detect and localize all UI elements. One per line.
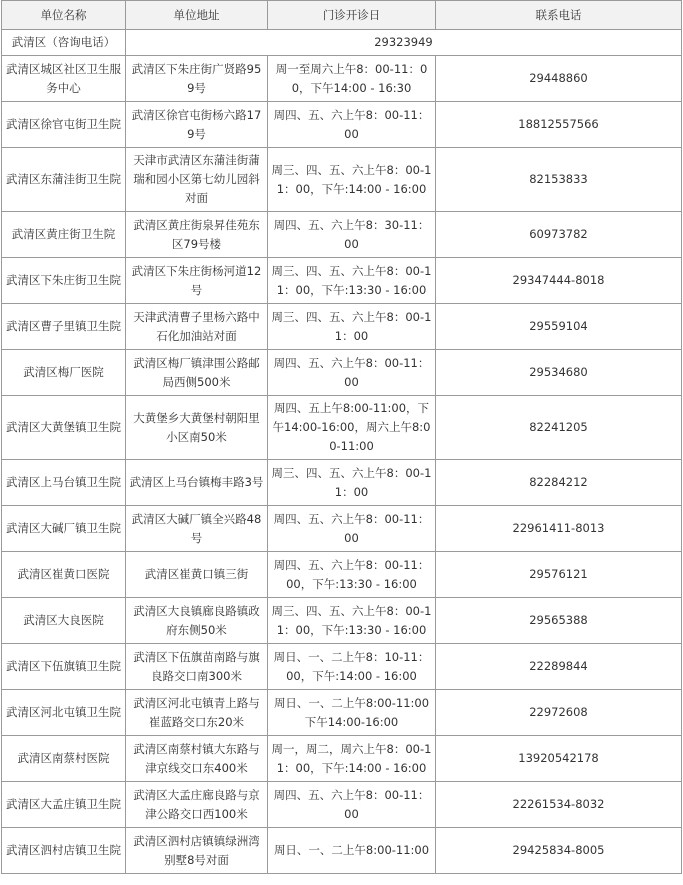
table-row — [2, 782, 682, 828]
header-phone: 联系电话 — [436, 1, 682, 30]
header-row — [2, 1, 682, 30]
cell-name: 武清区大孟庄镇卫生院 — [2, 782, 126, 828]
table-row — [2, 258, 682, 304]
cell-hours: 周四、五上午8:00-11:00，下午14:00-16:00，周六上午8:00-11:00 — [268, 396, 436, 460]
table-row — [2, 148, 682, 212]
table-row — [2, 212, 682, 258]
cell-address: 武清区河北屯镇青上路与崔蓝路交口东20米 — [126, 690, 268, 736]
table-row — [2, 690, 682, 736]
cell-phone: 22961411-8013 — [436, 506, 682, 552]
table-header — [2, 1, 682, 30]
cell-hours: 周日、一、二上午8：10-11：00，下午:14:00 - 16:00 — [268, 644, 436, 690]
cell-address: 武清区下伍旗苗南路与旗良路交口南300米 — [126, 644, 268, 690]
table-row — [2, 56, 682, 102]
cell-address: 武清区泗村店镇镇绿洲湾别墅8号对面 — [126, 828, 268, 874]
cell-phone: 22261534-8032 — [436, 782, 682, 828]
cell-hours: 周四、五、六上午8：00-11：00 — [268, 506, 436, 552]
cell-phone: 29425834-8005 — [436, 828, 682, 874]
cell-phone: 29565388 — [436, 598, 682, 644]
cell-address: 武清区上马台镇梅丰路3号 — [126, 460, 268, 506]
cell-name: 武清区南蔡村医院 — [2, 736, 126, 782]
cell-name: 武清区崔黄口医院 — [2, 552, 126, 598]
cell-hours: 周四、五、六上午8：30-11：00 — [268, 212, 436, 258]
cell-name: 武清区城区社区卫生服务中心 — [2, 56, 126, 102]
cell-address: 武清区大良镇廊良路镇政府东侧50米 — [126, 598, 268, 644]
cell-phone: 22289844 — [436, 644, 682, 690]
cell-name: 武清区东蒲洼街卫生院 — [2, 148, 126, 212]
cell-address: 武清区徐官屯街杨六路179号 — [126, 102, 268, 148]
cell-hours: 周三、四、五、六上午8：00-11：00 — [268, 304, 436, 350]
cell-address: 武清区崔黄口镇三街 — [126, 552, 268, 598]
cell-address: 大黄堡乡大黄堡村朝阳里小区南50米 — [126, 396, 268, 460]
cell-hours: 周四、五、六上午8：00-11：00，下午:13:30 - 16:00 — [268, 552, 436, 598]
hotline-label: 武清区（咨询电话） — [2, 30, 126, 56]
cell-name: 武清区下朱庄街卫生院 — [2, 258, 126, 304]
cell-address: 天津市武清区东蒲洼街蒲瑞和园小区第七幼儿园斜对面 — [126, 148, 268, 212]
header-address: 单位地址 — [126, 1, 268, 30]
cell-name: 武清区曹子里镇卫生院 — [2, 304, 126, 350]
cell-hours: 周三、四、五、六上午8：00-11：00，下午:14:00 - 16:00 — [268, 148, 436, 212]
table-row — [2, 552, 682, 598]
cell-hours: 周三、四、五、六上午8：00-11：00，下午:13:30 - 16:00 — [268, 258, 436, 304]
cell-address: 武清区下朱庄街杨河道12号 — [126, 258, 268, 304]
cell-name: 武清区河北屯镇卫生院 — [2, 690, 126, 736]
cell-hours: 周一至周六上午8：00-11：00，下午14:00 - 16:30 — [268, 56, 436, 102]
table-row — [2, 828, 682, 874]
cell-hours: 周四、五、六上午8：00-11：00 — [268, 350, 436, 396]
cell-hours: 周四、五、六上午8：00-11：00 — [268, 102, 436, 148]
cell-address: 武清区南蔡村镇大东路与津京线交口东400米 — [126, 736, 268, 782]
cell-hours: 周三、四、五、六上午8：00-11：00，下午:13:30 - 16:00 — [268, 598, 436, 644]
cell-phone: 29534680 — [436, 350, 682, 396]
cell-phone: 29448860 — [436, 56, 682, 102]
cell-address: 武清区大孟庄廊良路与京津公路交口西100米 — [126, 782, 268, 828]
cell-phone: 82241205 — [436, 396, 682, 460]
table-row — [2, 736, 682, 782]
cell-phone: 29576121 — [436, 552, 682, 598]
cell-phone: 18812557566 — [436, 102, 682, 148]
table-row — [2, 506, 682, 552]
cell-hours: 周四、五、六上午8：00-11：00 — [268, 782, 436, 828]
cell-name: 武清区大碱厂镇卫生院 — [2, 506, 126, 552]
table-row — [2, 644, 682, 690]
cell-address: 武清区下朱庄街广贤路959号 — [126, 56, 268, 102]
cell-phone: 22972608 — [436, 690, 682, 736]
cell-phone: 13920542178 — [436, 736, 682, 782]
header-hours: 门诊开诊日 — [268, 1, 436, 30]
cell-name: 武清区大良医院 — [2, 598, 126, 644]
cell-address: 武清区大碱厂镇全兴路48号 — [126, 506, 268, 552]
hotline-phone: 29323949 — [126, 30, 682, 56]
table-body — [2, 30, 682, 874]
cell-name: 武清区徐官屯街卫生院 — [2, 102, 126, 148]
header-name: 单位名称 — [2, 1, 126, 30]
table-row — [2, 460, 682, 506]
cell-address: 天津武清曹子里杨六路中石化加油站对面 — [126, 304, 268, 350]
cell-phone: 60973782 — [436, 212, 682, 258]
cell-address: 武清区黄庄街泉昇佳苑东区79号楼 — [126, 212, 268, 258]
cell-name: 武清区黄庄街卫生院 — [2, 212, 126, 258]
cell-phone: 82284212 — [436, 460, 682, 506]
cell-name: 武清区上马台镇卫生院 — [2, 460, 126, 506]
table-row — [2, 350, 682, 396]
table-row — [2, 598, 682, 644]
cell-hours: 周三、四、五、六上午8：00-11：00 — [268, 460, 436, 506]
cell-name: 武清区泗村店镇卫生院 — [2, 828, 126, 874]
cell-name: 武清区梅厂医院 — [2, 350, 126, 396]
cell-phone: 82153833 — [436, 148, 682, 212]
cell-hours: 周日、一、二上午8:00-11:00下午14:00-16:00 — [268, 690, 436, 736]
table-row — [2, 396, 682, 460]
cell-phone: 29559104 — [436, 304, 682, 350]
cell-phone: 29347444-8018 — [436, 258, 682, 304]
cell-address: 武清区梅厂镇津围公路邮局西侧500米 — [126, 350, 268, 396]
cell-hours: 周日、一、二上午8:00-11:00 — [268, 828, 436, 874]
cell-name: 武清区大黄堡镇卫生院 — [2, 396, 126, 460]
table-row — [2, 102, 682, 148]
cell-name: 武清区下伍旗镇卫生院 — [2, 644, 126, 690]
cell-hours: 周一，周二，周六上午8：00-11：00，下午:14:00 - 16:00 — [268, 736, 436, 782]
table-row — [2, 304, 682, 350]
clinic-table — [1, 0, 682, 874]
hotline-row — [2, 30, 682, 56]
